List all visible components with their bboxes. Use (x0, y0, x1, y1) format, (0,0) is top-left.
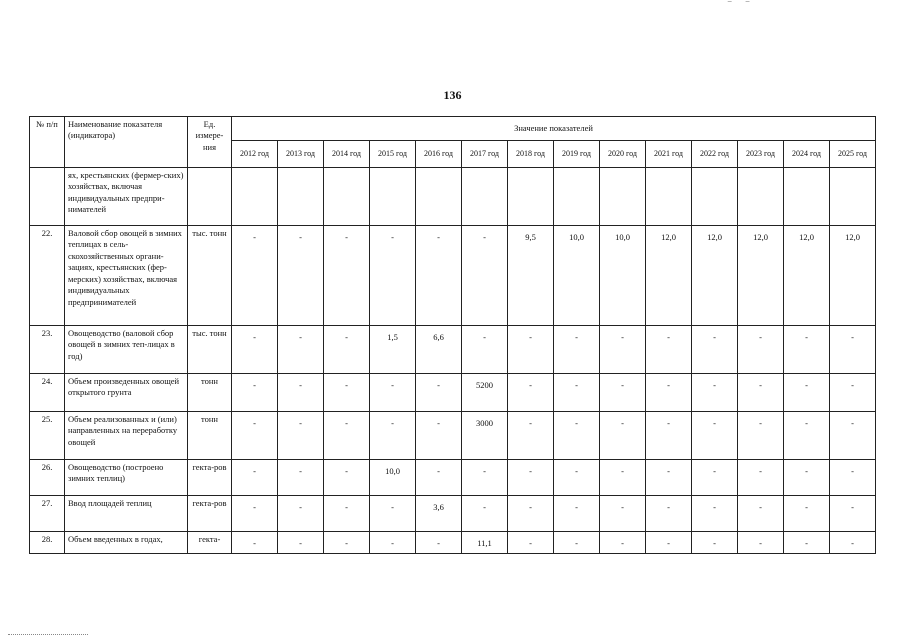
value-cell: 10,0 (600, 226, 646, 326)
indicator-name: Объем произведенных овощей открытого грунта (65, 374, 188, 412)
value-cell: - (784, 496, 830, 532)
value-cell (370, 168, 416, 226)
scan-mark: ‾ ‾ (728, 2, 756, 13)
value-cell: - (646, 374, 692, 412)
value-cell: 12,0 (692, 226, 738, 326)
value-cell: - (600, 412, 646, 460)
header-year: 2014 год (324, 141, 370, 168)
value-cell: - (554, 460, 600, 496)
row-number: 23. (30, 326, 65, 374)
value-cell: - (830, 326, 876, 374)
table-row (30, 226, 876, 326)
value-cell: - (692, 460, 738, 496)
value-cell: - (692, 496, 738, 532)
value-cell: - (278, 326, 324, 374)
value-cell: - (462, 226, 508, 326)
value-cell (738, 168, 784, 226)
value-cell: - (324, 496, 370, 532)
footer-dotted-line (8, 634, 88, 635)
value-cell: - (646, 412, 692, 460)
value-cell: 12,0 (830, 226, 876, 326)
value-cell: - (646, 326, 692, 374)
value-cell: 3,6 (416, 496, 462, 532)
value-cell: - (830, 532, 876, 554)
value-cell: - (738, 496, 784, 532)
value-cell: 10,0 (370, 460, 416, 496)
value-cell: - (370, 532, 416, 554)
value-cell: - (784, 412, 830, 460)
indicator-unit: гекта-ров (188, 496, 232, 532)
value-cell (646, 168, 692, 226)
row-number: 25. (30, 412, 65, 460)
value-cell: - (278, 226, 324, 326)
value-cell: - (600, 460, 646, 496)
value-cell (416, 168, 462, 226)
value-cell: - (738, 412, 784, 460)
value-cell: - (738, 326, 784, 374)
header-year: 2015 год (370, 141, 416, 168)
row-number: 27. (30, 496, 65, 532)
header-values-group: Значение показателей (232, 117, 876, 141)
value-cell: - (324, 374, 370, 412)
value-cell: - (278, 460, 324, 496)
value-cell: - (416, 226, 462, 326)
value-cell: - (416, 412, 462, 460)
value-cell: - (692, 532, 738, 554)
value-cell: - (784, 532, 830, 554)
value-cell: - (232, 412, 278, 460)
value-cell: - (232, 460, 278, 496)
value-cell (462, 168, 508, 226)
value-cell: 5200 (462, 374, 508, 412)
value-cell: - (416, 532, 462, 554)
value-cell (278, 168, 324, 226)
value-cell: - (830, 496, 876, 532)
value-cell: - (554, 326, 600, 374)
value-cell: - (370, 412, 416, 460)
indicator-name: Объем реализованных и (или) направленных на переработку овощей (65, 412, 188, 460)
value-cell: - (324, 226, 370, 326)
value-cell: - (232, 532, 278, 554)
value-cell: - (232, 226, 278, 326)
value-cell: 12,0 (784, 226, 830, 326)
value-cell: - (784, 460, 830, 496)
value-cell: - (554, 496, 600, 532)
value-cell: - (784, 374, 830, 412)
row-number: 28. (30, 532, 65, 554)
value-cell: - (278, 532, 324, 554)
value-cell: - (692, 412, 738, 460)
header-year: 2017 год (462, 141, 508, 168)
value-cell: - (830, 374, 876, 412)
value-cell: - (462, 496, 508, 532)
header-year: 2020 год (600, 141, 646, 168)
row-number (30, 168, 65, 226)
value-cell: - (692, 326, 738, 374)
value-cell: 12,0 (646, 226, 692, 326)
value-cell: - (370, 374, 416, 412)
table-body (30, 168, 876, 554)
indicator-unit: гекта- (188, 532, 232, 554)
header-year: 2023 год (738, 141, 784, 168)
value-cell: - (508, 496, 554, 532)
value-cell (600, 168, 646, 226)
row-number: 26. (30, 460, 65, 496)
indicator-name: Овощеводство (валовой сбор овощей в зимних теп-лицах в год) (65, 326, 188, 374)
header-year: 2013 год (278, 141, 324, 168)
value-cell: - (738, 374, 784, 412)
value-cell (324, 168, 370, 226)
value-cell (232, 168, 278, 226)
value-cell: 10,0 (554, 226, 600, 326)
row-number: 22. (30, 226, 65, 326)
value-cell (692, 168, 738, 226)
value-cell: - (278, 412, 324, 460)
table-row (30, 412, 876, 460)
value-cell: - (278, 374, 324, 412)
table-row (30, 532, 876, 554)
indicator-name: ях, крестьянских (фермер-ских) хозяйствах, включая индивидуальных предпри-нимателей (65, 168, 188, 226)
value-cell: - (232, 374, 278, 412)
table-row (30, 374, 876, 412)
value-cell: 12,0 (738, 226, 784, 326)
value-cell: - (508, 412, 554, 460)
value-cell: - (416, 460, 462, 496)
value-cell: - (646, 460, 692, 496)
value-cell (508, 168, 554, 226)
value-cell: - (738, 460, 784, 496)
row-number: 24. (30, 374, 65, 412)
value-cell: - (232, 496, 278, 532)
header-year: 2021 год (646, 141, 692, 168)
indicator-unit (188, 168, 232, 226)
value-cell: - (324, 412, 370, 460)
value-cell: - (508, 532, 554, 554)
value-cell: 1,5 (370, 326, 416, 374)
indicator-name: Овощеводство (построено зимних теплиц) (65, 460, 188, 496)
value-cell: - (600, 532, 646, 554)
header-year: 2022 год (692, 141, 738, 168)
value-cell: - (738, 532, 784, 554)
value-cell: - (554, 412, 600, 460)
value-cell: - (600, 374, 646, 412)
value-cell: - (600, 326, 646, 374)
header-year: 2016 год (416, 141, 462, 168)
value-cell: 6,6 (416, 326, 462, 374)
value-cell: 11,1 (462, 532, 508, 554)
page-number: 136 (443, 88, 462, 102)
value-cell: - (324, 532, 370, 554)
table-row (30, 460, 876, 496)
table-header (30, 117, 876, 168)
table-row (30, 496, 876, 532)
value-cell: - (278, 496, 324, 532)
value-cell: - (830, 412, 876, 460)
header-unit: Ед. измере-ния (188, 117, 232, 168)
indicator-unit: гекта-ров (188, 460, 232, 496)
indicator-name: Объем введенных в годах, (65, 532, 188, 554)
header-year: 2024 год (784, 141, 830, 168)
header-year: 2012 год (232, 141, 278, 168)
value-cell: - (600, 496, 646, 532)
value-cell: - (692, 374, 738, 412)
value-cell: - (324, 326, 370, 374)
value-cell: - (370, 496, 416, 532)
header-name: Наименование показателя (индикатора) (65, 117, 188, 168)
indicator-name: Валовой сбор овощей в зимних теплицах в сель-скохозяйственных органи-зациях, крестьянских (фер-мерских) хозяйствах, включая индивидуальных предпринимателей (65, 226, 188, 326)
indicator-unit: тыс. тонн (188, 226, 232, 326)
header-year: 2025 год (830, 141, 876, 168)
table-row (30, 168, 876, 226)
indicator-table (29, 116, 876, 554)
value-cell: - (646, 532, 692, 554)
value-cell: 9,5 (508, 226, 554, 326)
value-cell: - (508, 374, 554, 412)
value-cell: - (462, 326, 508, 374)
value-cell: 3000 (462, 412, 508, 460)
indicator-unit: тонн (188, 412, 232, 460)
header-year: 2018 год (508, 141, 554, 168)
table-row (30, 326, 876, 374)
indicator-unit: тонн (188, 374, 232, 412)
value-cell: - (232, 326, 278, 374)
indicator-name: Ввод площадей теплиц (65, 496, 188, 532)
value-cell: - (784, 326, 830, 374)
header-num: № п/п (30, 117, 65, 168)
value-cell: - (370, 226, 416, 326)
value-cell (554, 168, 600, 226)
value-cell: - (324, 460, 370, 496)
indicator-unit: тыс. тонн (188, 326, 232, 374)
value-cell (784, 168, 830, 226)
indicator-table-wrapper (29, 116, 876, 554)
value-cell: - (462, 460, 508, 496)
value-cell: - (416, 374, 462, 412)
header-row-top (30, 117, 876, 141)
value-cell: - (508, 460, 554, 496)
value-cell: - (508, 326, 554, 374)
value-cell: - (646, 496, 692, 532)
value-cell: - (554, 374, 600, 412)
value-cell: - (830, 460, 876, 496)
value-cell: - (554, 532, 600, 554)
value-cell (830, 168, 876, 226)
header-year: 2019 год (554, 141, 600, 168)
